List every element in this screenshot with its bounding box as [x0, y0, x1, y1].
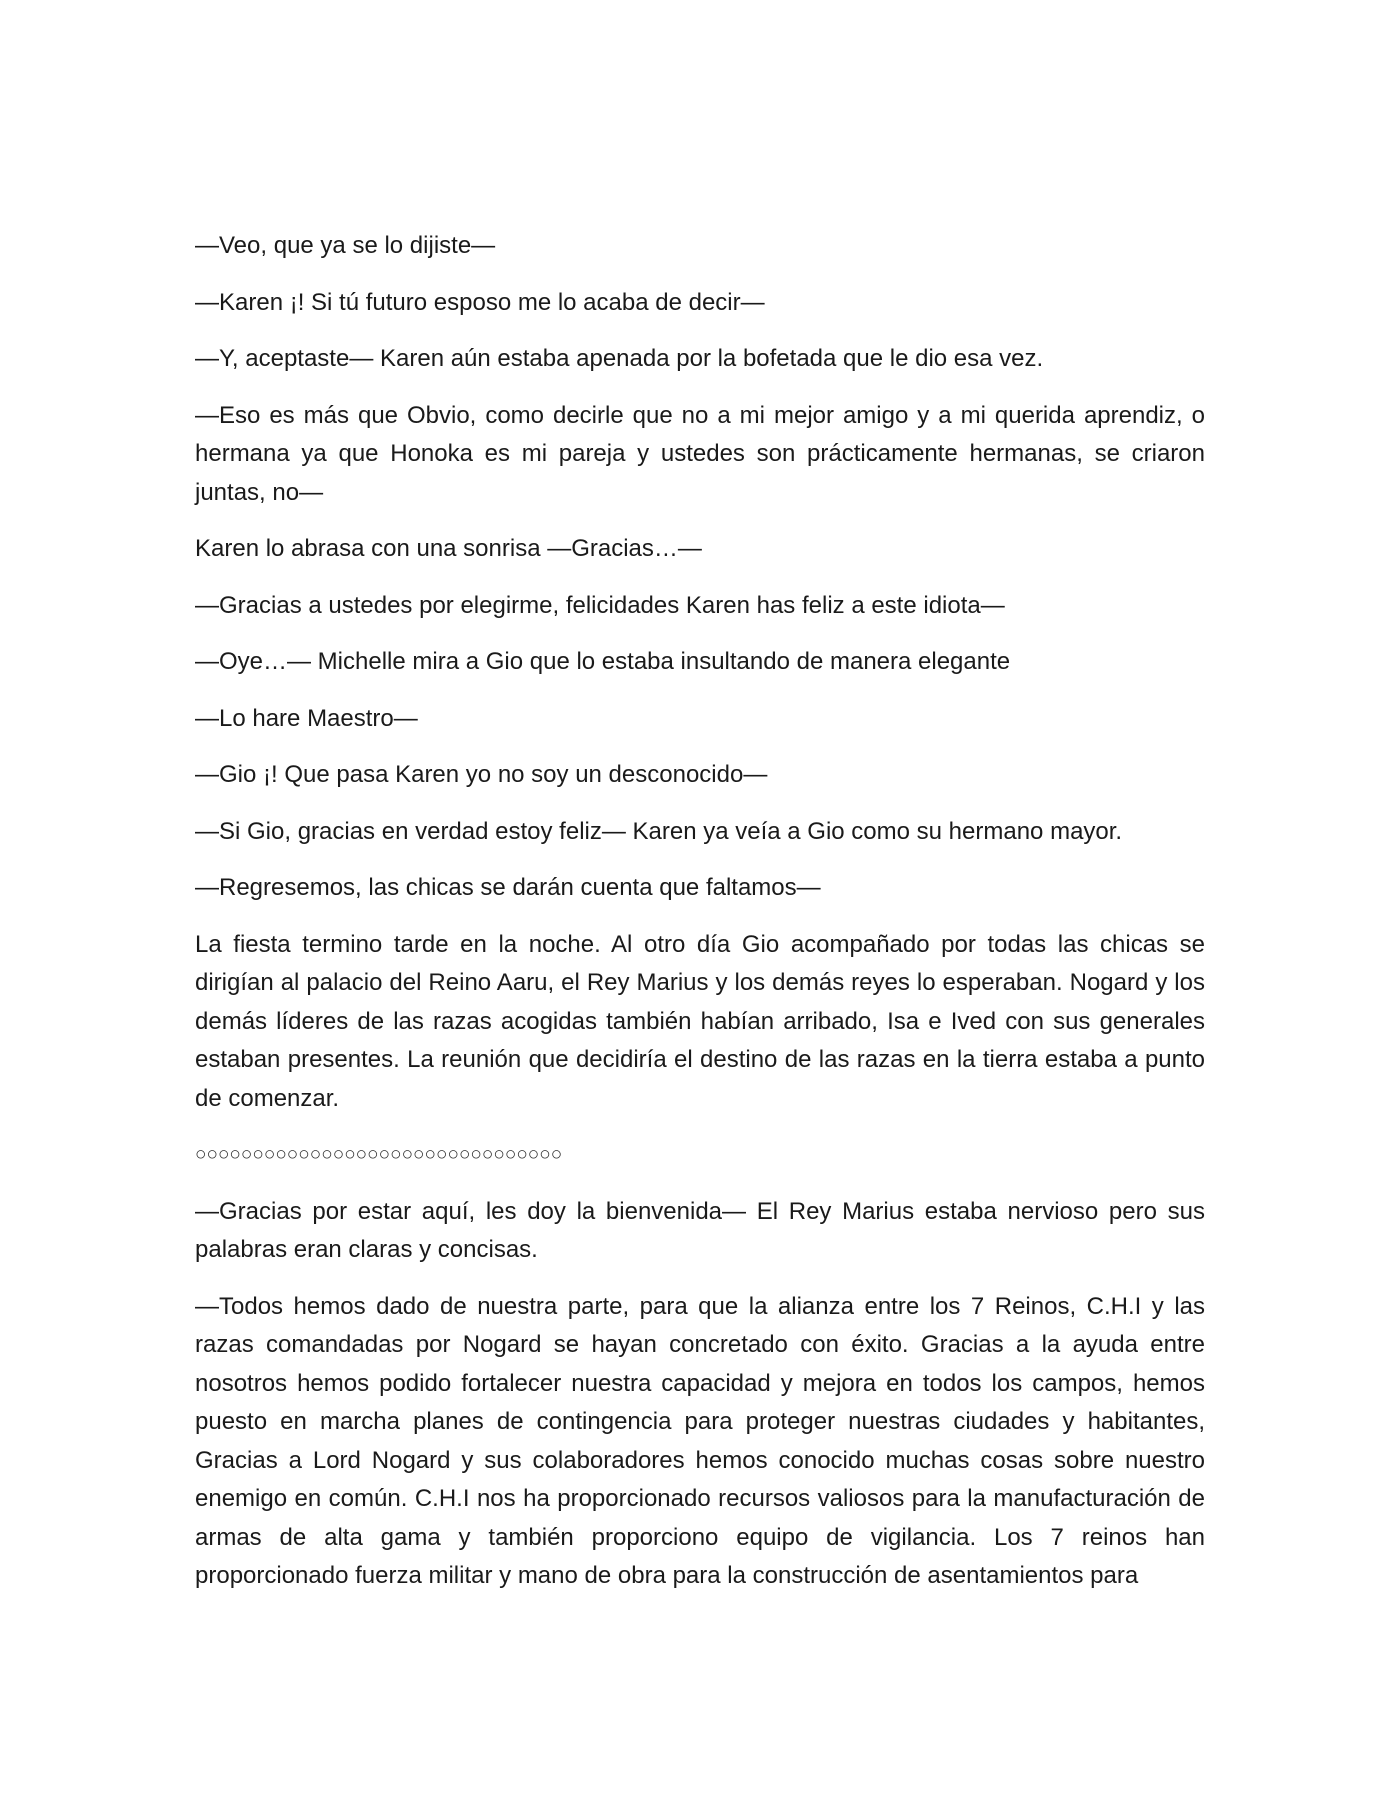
- paragraph: —Gracias a ustedes por elegirme, felicidades Karen has feliz a este idiota—: [195, 591, 1005, 619]
- paragraph: —Eso es más que Obvio, como decirle que no a mi mejor amigo y a mi querida aprendiz, o hermana ya que Honoka es mi pareja y ustedes son prácticamente hermanas, se criaron juntas, no—: [195, 401, 1205, 506]
- paragraph: —Si Gio, gracias en verdad estoy feliz— Karen ya veía a Gio como su hermano mayor.: [195, 817, 1123, 845]
- paragraph: —Regresemos, las chicas se darán cuenta que faltamos—: [195, 874, 821, 901]
- paragraph: —Oye…— Michelle mira a Gio que lo estaba insultando de manera elegante: [195, 648, 1011, 675]
- paragraph: —Karen ¡! Si tú futuro esposo me lo acaba de decir—: [195, 288, 765, 316]
- paragraph: Karen lo abrasa con una sonrisa —Gracias…—: [195, 535, 702, 562]
- paragraph: —Lo hare Maestro—: [195, 704, 418, 732]
- document-body: [195, 227, 1205, 1614]
- paragraph: —Gio ¡! Que pasa Karen yo no soy un desconocido—: [195, 761, 768, 788]
- paragraph: —Y, aceptaste— Karen aún estaba apenada por la bofetada que le dio esa vez.: [195, 345, 1044, 372]
- paragraph: —Veo, que ya se lo dijiste—: [195, 232, 496, 259]
- scene-separator: ○○○○○○○○○○○○○○○○○○○○○○○○○○○○○○○○: [195, 1144, 563, 1165]
- paragraph: La fiesta termino tarde en la noche. Al otro día Gio acompañado por todas las chicas se dirigían al palacio del Reino Aaru, el Rey Marius y los demás reyes lo esperaban. Nogard y los demás líderes de las razas acogidas también habían arribado, Isa e Ived con sus generales estaban presentes. La reunión que decidiría el destino de las razas en la tierra estaba a punto de comenzar.: [195, 930, 1205, 1112]
- paragraph: —Todos hemos dado de nuestra parte, para que la alianza entre los 7 Reinos, C.H.I y las razas comandadas por Nogard se hayan concretado con éxito. Gracias a la ayuda entre nosotros hemos podido fortalecer nuestra capacidad y mejora en todos los campos, hemos puesto en marcha planes de contingencia para proteger nuestras ciudades y habitantes, Gracias a Lord Nogard y sus colaboradores hemos conocido muchas cosas sobre nuestro enemigo en común. C.H.I nos ha proporcionado recursos valiosos para la manufacturación de armas de alta gama y también proporciono equipo de vigilancia. Los 7 reinos han proporcionado fuerza militar y mano de obra para la construcción de asentamientos para: [195, 1292, 1205, 1589]
- paragraph: —Gracias por estar aquí, les doy la bienvenida— El Rey Marius estaba nervioso pero sus palabras eran claras y concisas.: [195, 1197, 1205, 1263]
